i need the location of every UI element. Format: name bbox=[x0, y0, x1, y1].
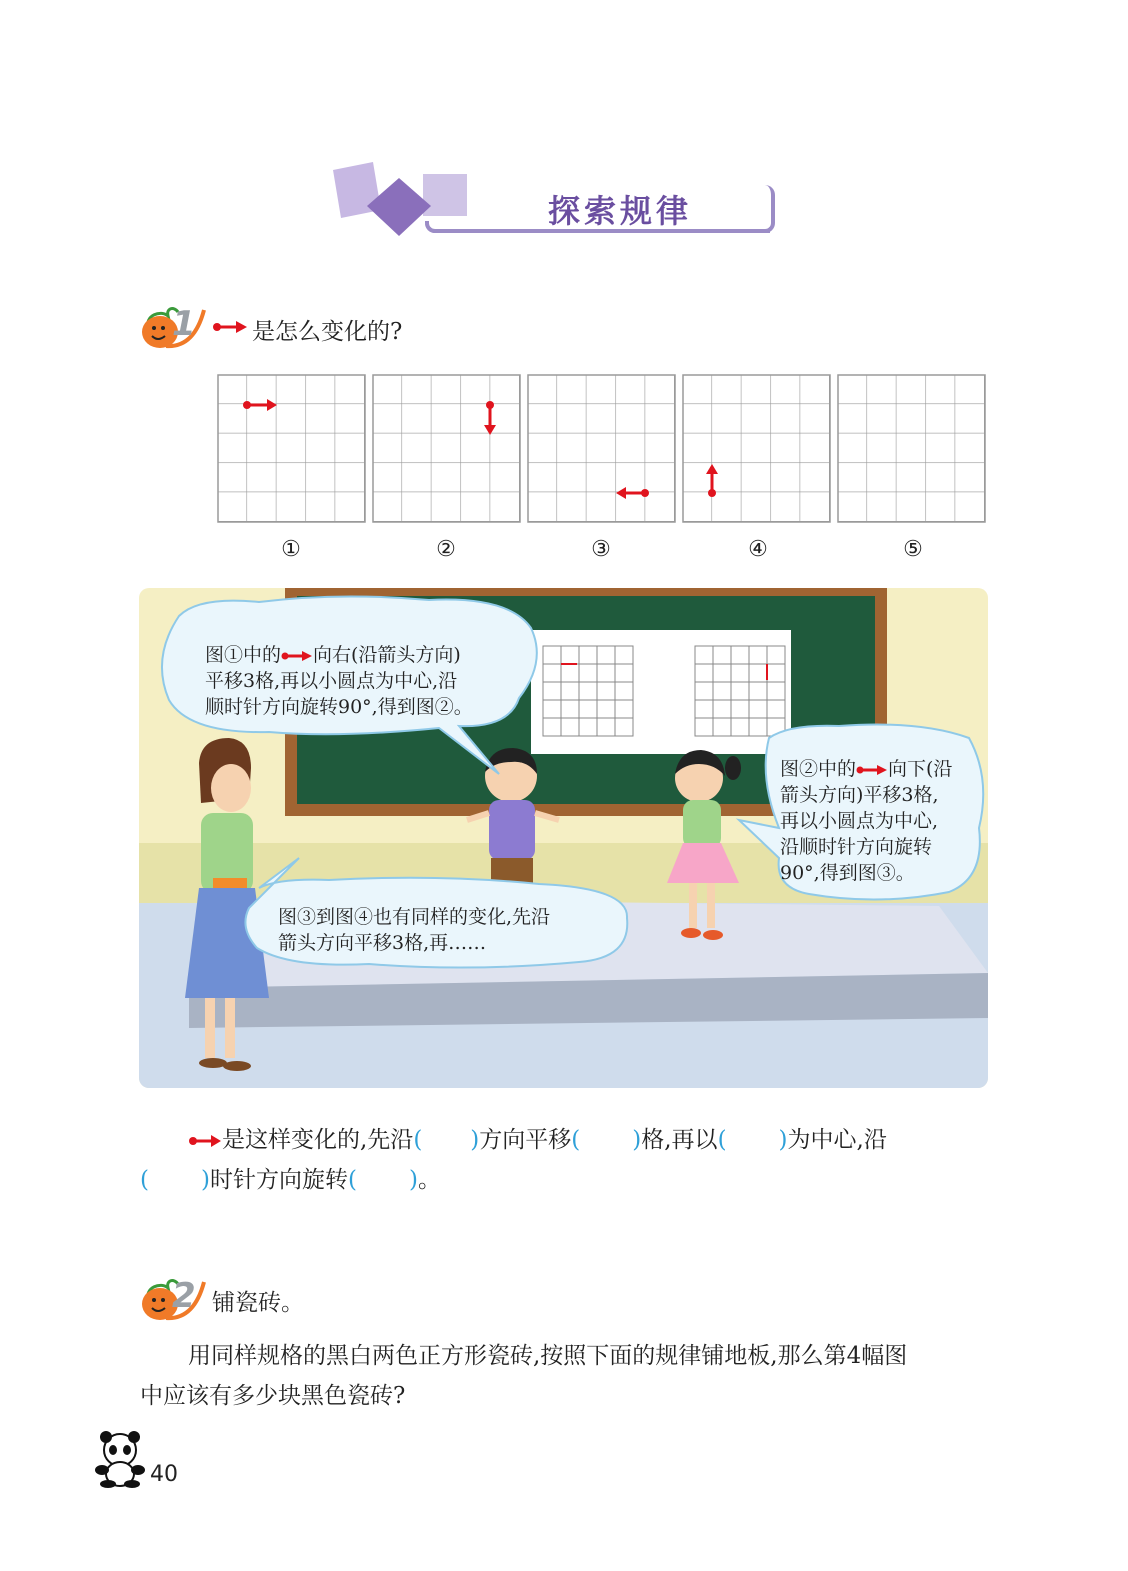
blank-open: ( bbox=[413, 1127, 423, 1153]
grid-row bbox=[217, 374, 989, 524]
blank-close: ) bbox=[200, 1167, 210, 1193]
grid-3 bbox=[528, 375, 675, 522]
bubble-girl-line: 向下(沿 bbox=[888, 758, 953, 780]
bubble-boy-line: 图①中的 bbox=[205, 644, 282, 666]
arrow-glyph-icon bbox=[281, 650, 313, 662]
fill-text: 为中心,沿 bbox=[787, 1127, 887, 1153]
grid-2 bbox=[373, 375, 520, 522]
problem-1-badge bbox=[136, 302, 206, 352]
grid-label-1: ① bbox=[281, 537, 301, 562]
bubble-girl-line: 图②中的 bbox=[780, 758, 857, 780]
bubble-teacher-line: 箭头方向平移3格,再…… bbox=[278, 932, 487, 954]
problem-1-number: 1 bbox=[172, 304, 196, 344]
bubble-boy-line: 向右(沿箭头方向) bbox=[313, 644, 461, 666]
fill-text: 是这样变化的,先沿 bbox=[222, 1127, 414, 1153]
problem-2-title: 铺瓷砖。 bbox=[212, 1290, 304, 1316]
grid-4 bbox=[683, 375, 830, 522]
transformation-grids bbox=[217, 374, 989, 524]
fill-text: 时针方向旋转 bbox=[209, 1167, 348, 1193]
blank-close: ) bbox=[632, 1127, 642, 1153]
arrow-glyph-icon bbox=[212, 320, 248, 334]
blank-close: ) bbox=[778, 1127, 788, 1153]
grid-5 bbox=[838, 375, 985, 522]
problem-2-line: 用同样规格的黑白两色正方形瓷砖,按照下面的规律铺地板,那么第4幅图 bbox=[188, 1343, 908, 1369]
problem-2-line: 中应该有多少块黑色瓷砖? bbox=[140, 1383, 406, 1409]
blank-open: ( bbox=[717, 1127, 727, 1153]
blank-close: ) bbox=[408, 1167, 418, 1193]
panda-icon bbox=[92, 1430, 148, 1488]
grid-label-4: ④ bbox=[748, 537, 768, 562]
page-title: 探索规律 bbox=[547, 192, 692, 230]
bubble-girl-line: 90°,得到图③。 bbox=[780, 862, 915, 884]
bubble-teacher-text bbox=[278, 904, 628, 956]
problem-2-body bbox=[140, 1336, 1000, 1416]
fill-text: 方向平移 bbox=[479, 1127, 572, 1153]
problem-2-number: 2 bbox=[172, 1276, 196, 1316]
bubble-girl-text bbox=[780, 756, 990, 886]
fill-text: 格,再以 bbox=[641, 1127, 718, 1153]
blank-open: ( bbox=[571, 1127, 581, 1153]
blank-close: ) bbox=[470, 1127, 480, 1153]
grid-label-3: ③ bbox=[591, 537, 611, 562]
bubble-boy-text bbox=[205, 642, 535, 720]
fill-text: 。 bbox=[417, 1167, 441, 1193]
bubble-boy-line: 顺时针方向旋转90°,得到图②。 bbox=[205, 696, 473, 718]
blank-open: ( bbox=[347, 1167, 357, 1193]
problem-2-badge bbox=[136, 1274, 206, 1324]
bubble-girl-line: 沿顺时针方向旋转 bbox=[780, 836, 933, 858]
arrow-glyph-icon bbox=[188, 1134, 222, 1148]
grid-1 bbox=[218, 375, 365, 522]
bubble-boy-line: 平移3格,再以小圆点为中心,沿 bbox=[205, 670, 458, 692]
blank-open: ( bbox=[140, 1167, 149, 1193]
bubble-girl-line: 再以小圆点为中心, bbox=[780, 810, 939, 832]
page-number: 40 bbox=[150, 1462, 178, 1487]
bubble-girl-line: 箭头方向)平移3格, bbox=[780, 784, 939, 806]
grid-label-2: ② bbox=[436, 537, 456, 562]
bubble-teacher-line: 图③到图④也有同样的变化,先沿 bbox=[278, 906, 551, 928]
problem-1-question: 是怎么变化的? bbox=[252, 319, 403, 345]
arrow-glyph-icon bbox=[856, 764, 888, 776]
fill-in-sentence bbox=[140, 1120, 990, 1200]
grid-label-5: ⑤ bbox=[903, 537, 923, 562]
